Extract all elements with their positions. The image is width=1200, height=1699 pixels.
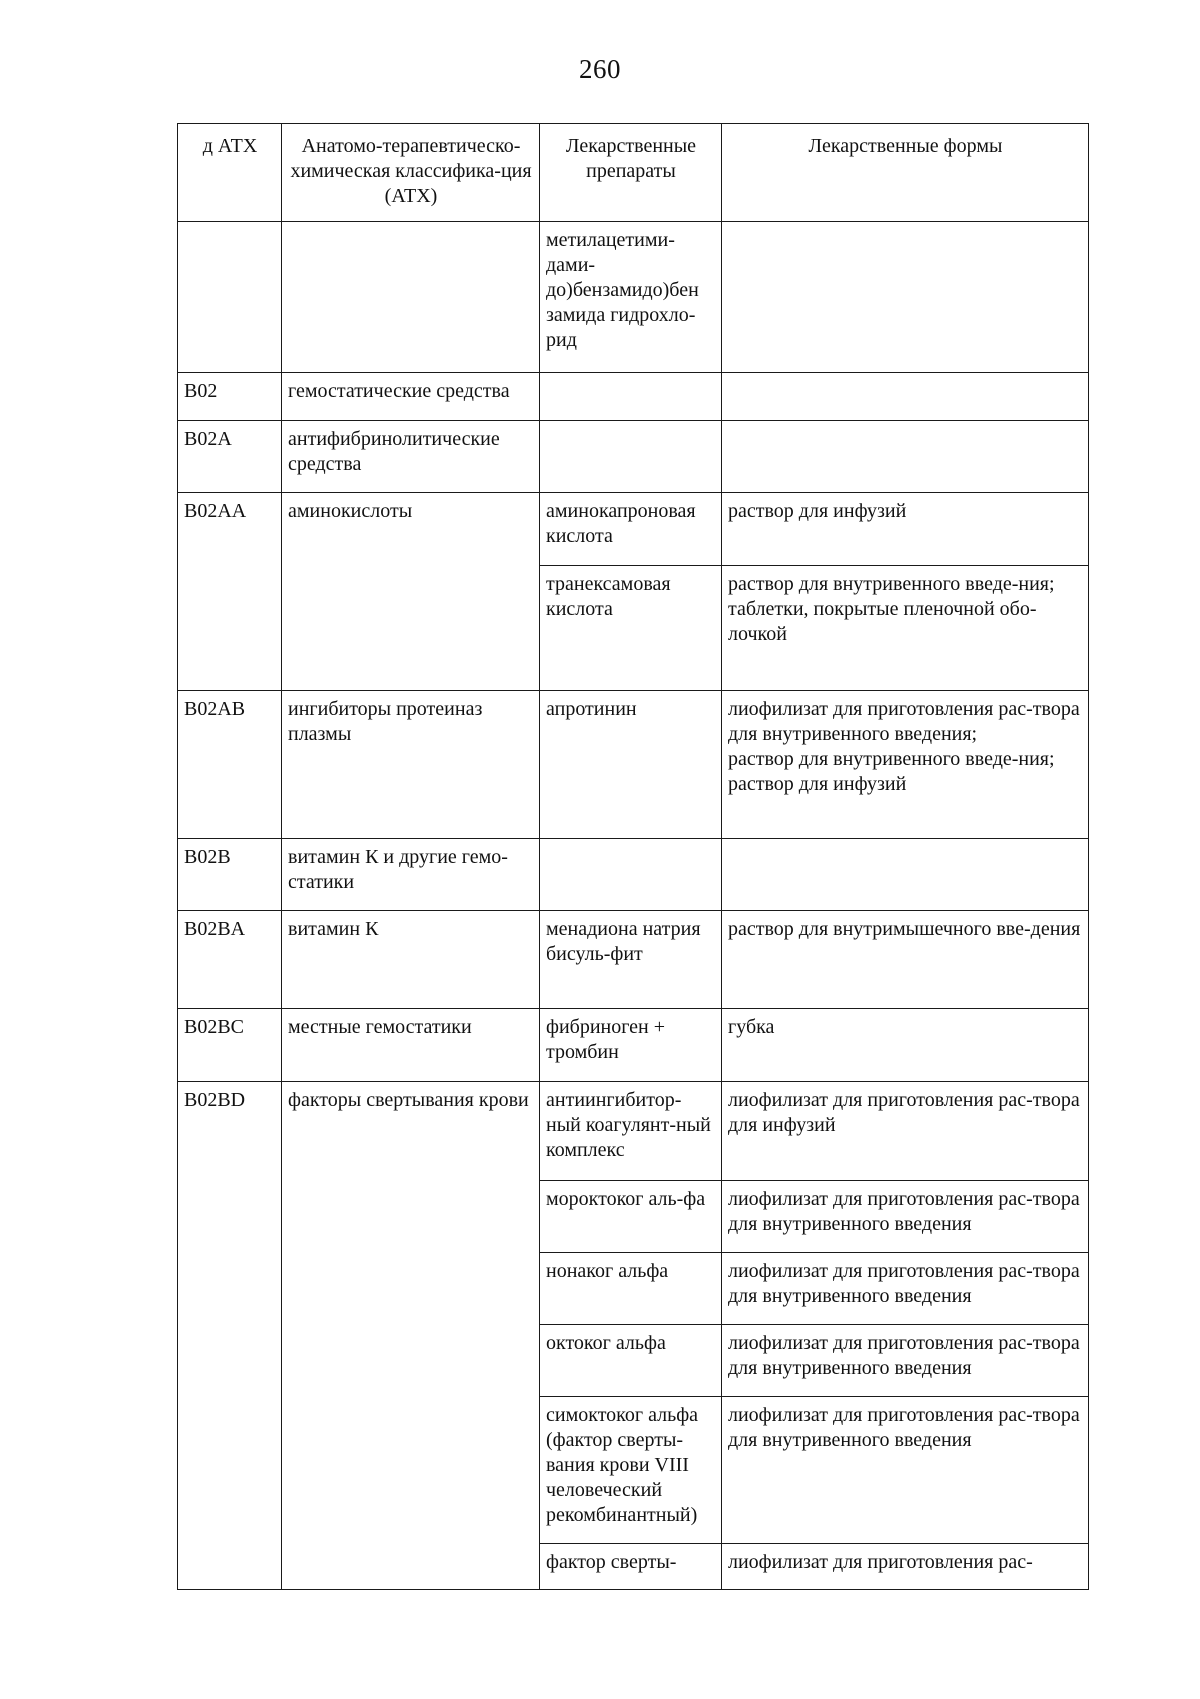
cell-code: B02B — [178, 839, 282, 911]
cell-classification: ингибиторы протеиназ плазмы — [282, 691, 540, 839]
cell-code: B02BC — [178, 1009, 282, 1082]
header-code: д АТХ — [178, 124, 282, 222]
table-row — [178, 222, 1089, 373]
cell-drug: симоктоког альфа (фактор сверты-вания крови VIII человеческий рекомбинантный) — [540, 1397, 722, 1544]
cell-form: лиофилизат для приготовления рас-твора для инфузий — [722, 1082, 1089, 1181]
header-classification: Анатомо-терапевтическо-химическая классифика-ция (АТХ) — [282, 124, 540, 222]
cell-drug: октоког альфа — [540, 1325, 722, 1397]
cell-form: лиофилизат для приготовления рас-твора для внутривенного введения — [722, 1181, 1089, 1253]
table-row — [178, 1009, 1089, 1082]
cell-form: раствор для инфузий — [722, 493, 1089, 566]
cell-code: B02AB — [178, 691, 282, 839]
cell-drug: мороктоког аль-фа — [540, 1181, 722, 1253]
cell-drug: нонаког альфа — [540, 1253, 722, 1325]
cell-form — [722, 421, 1089, 493]
cell-code: B02 — [178, 373, 282, 421]
cell-form: лиофилизат для приготовления рас-твора для внутривенного введения — [722, 1397, 1089, 1544]
cell-form — [722, 839, 1089, 911]
cell-drug — [540, 373, 722, 421]
cell-drug: антиингибитор-ный коагулянт-ный комплекс — [540, 1082, 722, 1181]
cell-form: лиофилизат для приготовления рас-твора для внутривенного введения — [722, 1325, 1089, 1397]
cell-form: лиофилизат для приготовления рас-твора для внутривенного введения; раствор для внутривенного введе-ния; раствор для инфузий — [722, 691, 1089, 839]
table-row — [178, 691, 1089, 839]
cell-classification: антифибринолитические средства — [282, 421, 540, 493]
cell-form: губка — [722, 1009, 1089, 1082]
cell-code: B02AA — [178, 493, 282, 691]
cell-classification: витамин К и другие гемо-статики — [282, 839, 540, 911]
cell-code: B02A — [178, 421, 282, 493]
cell-classification: аминокислоты — [282, 493, 540, 691]
table-row — [178, 421, 1089, 493]
table-row — [178, 839, 1089, 911]
cell-classification: витамин К — [282, 911, 540, 1009]
cell-drug: фибриноген + тромбин — [540, 1009, 722, 1082]
cell-drug: фактор сверты- — [540, 1544, 722, 1590]
header-forms: Лекарственные формы — [722, 124, 1089, 222]
cell-code: B02BA — [178, 911, 282, 1009]
cell-form — [722, 373, 1089, 421]
cell-classification — [282, 222, 540, 373]
table-row — [178, 911, 1089, 1009]
cell-drug — [540, 839, 722, 911]
page-number: 260 — [579, 54, 621, 84]
cell-form: раствор для внутривенного введе-ния; таблетки, покрытые пленочной обо-лочкой — [722, 566, 1089, 691]
cell-drug: апротинин — [540, 691, 722, 839]
cell-drug: аминокапроновая кислота — [540, 493, 722, 566]
cell-form: лиофилизат для приготовления рас-твора для внутривенного введения — [722, 1253, 1089, 1325]
cell-drug: метилацетими-дами-до)бензамидо)бен замида гидрохло-рид — [540, 222, 722, 373]
cell-drug — [540, 421, 722, 493]
cell-classification: местные гемостатики — [282, 1009, 540, 1082]
cell-drug: транексамовая кислота — [540, 566, 722, 691]
cell-form: раствор для внутримышечного вве-дения — [722, 911, 1089, 1009]
cell-classification: гемостатические средства — [282, 373, 540, 421]
cell-code — [178, 222, 282, 373]
table-row — [178, 1082, 1089, 1181]
cell-form — [722, 222, 1089, 373]
cell-classification: факторы свертывания крови — [282, 1082, 540, 1590]
table-row — [178, 373, 1089, 421]
cell-drug: менадиона натрия бисуль-фит — [540, 911, 722, 1009]
cell-code: B02BD — [178, 1082, 282, 1590]
table-row — [178, 493, 1089, 566]
table-header-row — [178, 124, 1089, 222]
header-drugs: Лекарственные препараты — [540, 124, 722, 222]
cell-form: лиофилизат для приготовления рас- — [722, 1544, 1089, 1590]
atx-drug-table — [177, 123, 1089, 1590]
